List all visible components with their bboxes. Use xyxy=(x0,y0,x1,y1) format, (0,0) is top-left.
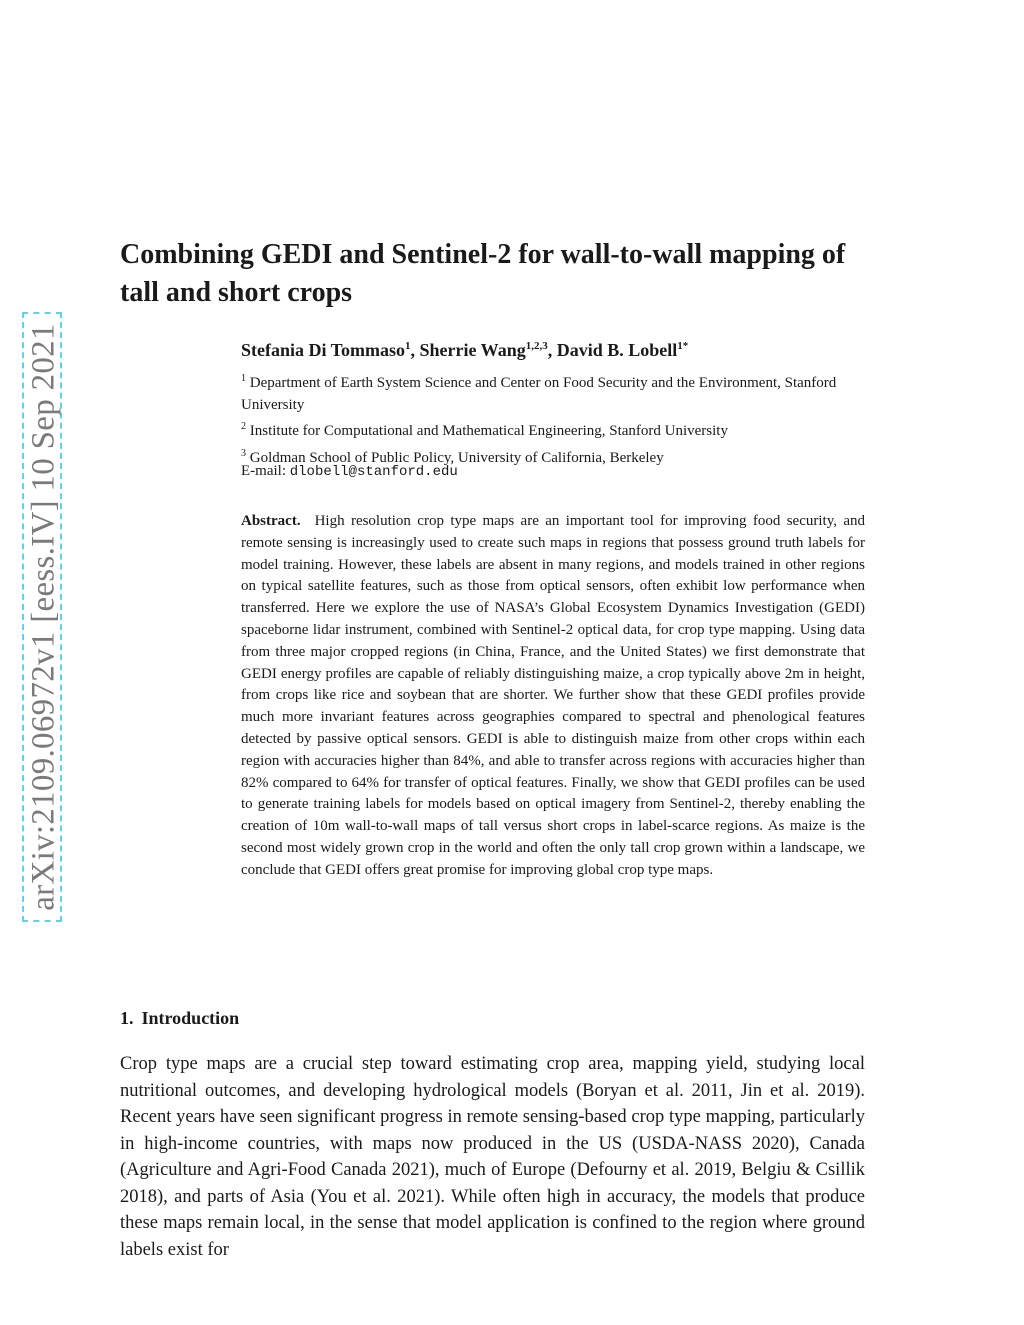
abstract-text: High resolution crop type maps are an important tool for improving food security, and remote sensing is increasingly used to create such maps in regions that possess ground truth labels for model training. However, these labels are absent in many regions, and models trained in other regions on typical satellite features, such as those from optical sensors, often exhibit low performance when transferred. Here we explore the use of NASA’s Global Ecosystem Dynamics Investigation (GEDI) spaceborne lidar instrument, combined with Sentinel-2 optical data, for crop type mapping. Using data from three major cropped regions (in China, France, and the United States) we first demonstrate that GEDI energy profiles are capable of reliably distinguishing maize, a crop typically above 2m in height, from crops like rice and soybean that are shorter. We further show that these GEDI profiles provide much more invariant features across geographies compared to spectral and phenological features detected by passive optical sensors. GEDI is able to distinguish maize from other crops within each region with accuracies higher than 84%, and able to transfer across regions with accuracies higher than 82% compared to 64% for transfer of optical features. Finally, we show that GEDI profiles can be used to generate training labels for models based on optical imagery from Sentinel-2, thereby enabling the creation of 10m wall-to-wall maps of tall versus short crops in label-scarce regions. As maize is the second most widely grown crop in the world and often the only tall crop grown within a landscape, we conclude that GEDI offers great promise for improving global crop type maps. xyxy=(241,513,865,878)
intro-paragraph: Crop type maps are a crucial step toward estimating crop area, mapping yield, studying local nutritional outcomes, and developing hydrological models (Boryan et al. 2011, Jin et al. 2019). Recent years have seen significant progress in remote sensing-based crop type mapping, particularly in high-income countries, with maps now produced in the US (USDA-NASS 2020), Canada (Agriculture and Agri-Food Canada 2021), much of Europe (Defourny et al. 2019, Belgiu & Csillik 2018), and parts of Asia (You et al. 2021). While often high in accuracy, the models that produce these maps remain local, in the sense that model application is confined to the region where ground labels exist for xyxy=(120,1054,865,1260)
affiliation-list xyxy=(241,368,866,469)
section-number: 1. xyxy=(120,1008,134,1028)
author-marks: 1,2,3 xyxy=(525,340,548,352)
arxiv-identifier: arXiv:2109.06972v1 [eess.IV] 10 Sep 2021 xyxy=(25,323,62,911)
paper-title: Combining GEDI and Sentinel-2 for wall-to-wall mapping of tall and short crops xyxy=(120,239,846,308)
affiliation-mark: 3 xyxy=(241,447,246,459)
author-name: David B. Lobell xyxy=(556,340,678,360)
affiliation-text: Goldman School of Public Policy, University of California, Berkeley xyxy=(249,449,664,466)
affiliation-mark: 2 xyxy=(241,421,246,432)
email-label: E-mail: xyxy=(241,463,286,479)
affiliation-item xyxy=(241,416,866,443)
affiliation-text: Institute for Computational and Mathematical Engineering, Stanford University xyxy=(249,423,728,439)
author-list: Stefania Di Tommaso$^1$, Sherrie Wang$^{1,2,3}$, David B. Lobell$^{1*}$ xyxy=(241,340,689,360)
contact-email xyxy=(241,463,458,480)
abstract xyxy=(241,511,865,882)
author-marks: 1* xyxy=(677,340,689,352)
abstract-label: Abstract. xyxy=(241,513,301,529)
affiliation-text: Department of Earth System Science and Center on Food Security and the Environment, Stanford University xyxy=(241,375,837,413)
affiliation-item xyxy=(241,368,866,416)
email-address[interactable]: dlobell@stanford.edu xyxy=(289,464,458,480)
section-title: Introduction xyxy=(141,1008,240,1028)
section-heading xyxy=(120,1008,239,1029)
author-name: Sherrie Wang xyxy=(419,340,526,360)
author-name: Stefania Di Tommaso xyxy=(241,340,406,360)
affiliation-mark: 1 xyxy=(241,373,246,384)
author-marks: 1 xyxy=(405,340,411,352)
